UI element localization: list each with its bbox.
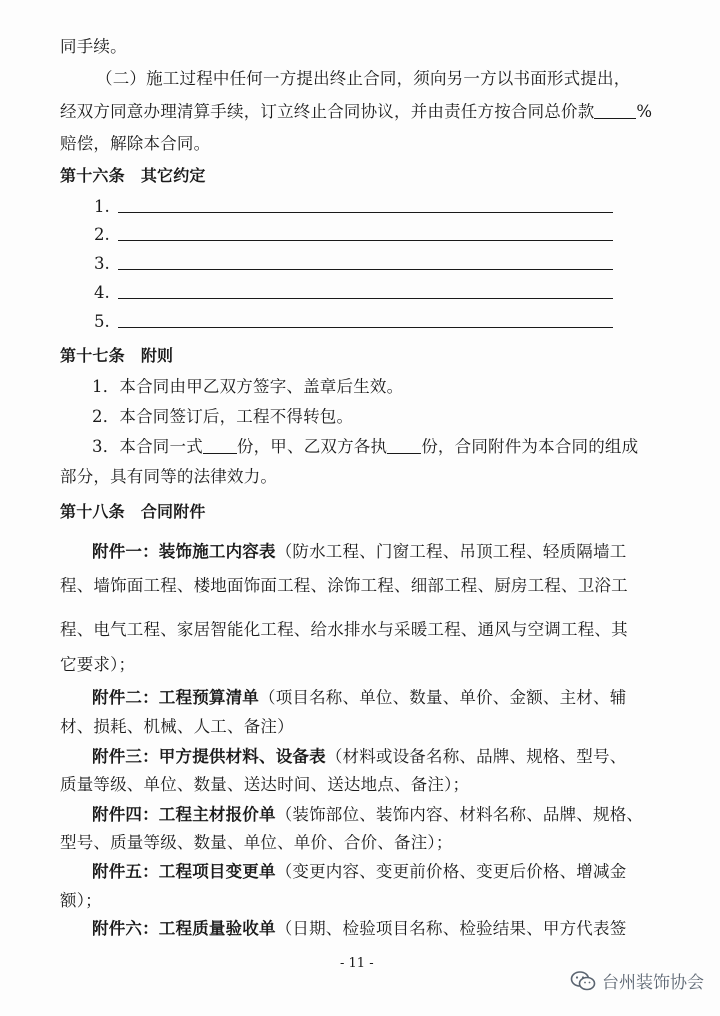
blank-item-number: 2. (94, 225, 110, 244)
article-16-number: 第十六条 (60, 166, 125, 185)
page-number: - 11 - (340, 956, 374, 971)
attachment-1-title: 附件一：装饰施工内容表 (92, 542, 276, 561)
article-17-item-1: 1．本合同由甲乙双方签字、盖章后生效。 (92, 377, 404, 396)
watermark-text: 台州装饰协会 (602, 973, 704, 993)
article-17-title: 附则 (140, 346, 174, 365)
attachment-3-line-1 (92, 746, 626, 768)
attachment-1-line-3: 程、电气工程、家居智能化工程、给水排水与采暖工程、通风与空调工程、其 (60, 620, 628, 639)
article-18-number: 第十八条 (60, 502, 125, 521)
article-17-item-3-line-2: 部分，具有同等的法律效力。 (60, 467, 278, 486)
attachment-2-line-1 (92, 687, 626, 709)
attachment-4-title: 附件四：工程主材报价单 (92, 805, 276, 824)
article-17-item-2: 2．本合同签订后，工程不得转包。 (92, 407, 354, 426)
article-16-heading (60, 165, 206, 187)
paragraph-termination-line-3: 赔偿，解除本合同。 (60, 134, 211, 153)
attachment-5-line-1 (92, 861, 626, 883)
attachment-3-title: 附件三：甲方提供材料、设备表 (92, 747, 326, 766)
copies-text-c: 份，合同附件为本合同的组成 (421, 437, 639, 456)
attachment-4-line-2: 型号、质量等级、数量、单位、单价、合价、备注）； (60, 833, 453, 852)
percent-blank (594, 102, 636, 119)
percent-sign: % (636, 102, 653, 121)
blank-line-3 (118, 269, 613, 270)
article-18-title: 合同附件 (140, 502, 206, 521)
blank-line-4 (118, 298, 613, 299)
attachment-5-title: 附件五：工程项目变更单 (92, 862, 276, 881)
article-17-heading (60, 345, 173, 367)
blank-line-5 (118, 327, 613, 328)
attachment-1-line-4: 它要求）； (60, 655, 136, 674)
attachment-2-line-2: 材、损耗、机械、人工、备注） (60, 717, 294, 736)
attachment-5-line-2: 额）； (60, 891, 102, 910)
copies-text-b: 份，甲、乙双方各执 (236, 437, 388, 456)
attachment-6-text: （日期、检验项目名称、检验结果、甲方代表签 (275, 919, 627, 938)
attachment-2-text: （项目名称、单位、数量、单价、金额、主材、辅 (259, 688, 627, 707)
blank-item-number: 1. (94, 197, 110, 216)
each-copies-blank (387, 437, 421, 454)
blank-item-number: 4. (94, 283, 110, 302)
attachment-2-title: 附件二：工程预算清单 (92, 688, 259, 707)
blank-item-number: 5. (94, 312, 110, 331)
paragraph-termination-line-1: （二）施工过程中任何一方提出终止合同，须向另一方以书面形式提出， (96, 69, 631, 88)
article-17-item-3 (92, 436, 638, 458)
blank-line-1 (118, 212, 613, 213)
attachment-4-line-1 (92, 804, 643, 826)
attachment-1-line-2: 程、墙饰面工程、楼地面饰面工程、涂饰工程、细部工程、厨房工程、卫浴工 (60, 576, 628, 595)
blank-line-2 (118, 240, 613, 241)
attachment-3-text: （材料或设备名称、品牌、规格、型号、 (325, 747, 627, 766)
attachment-6-title: 附件六：工程质量验收单 (92, 919, 276, 938)
article-17-number: 第十七条 (60, 346, 125, 365)
wechat-icon (570, 970, 596, 992)
article-16-title: 其它约定 (140, 166, 206, 185)
attachment-1-line-1 (92, 541, 626, 563)
copies-text-a: 3．本合同一式 (92, 437, 203, 456)
attachment-6-line-1 (92, 918, 626, 940)
paragraph-termination-line-2 (60, 101, 652, 123)
copies-blank (203, 437, 237, 454)
termination-text: 经双方同意办理清算手续，订立终止合同协议，并由责任方按合同总价款 (60, 102, 595, 121)
attachment-1-text: （防水工程、门窗工程、吊顶工程、轻质隔墙工 (275, 542, 627, 561)
paragraph-continuation: 同手续。 (60, 37, 127, 56)
attachment-5-text: （变更内容、变更前价格、变更后价格、增减金 (275, 862, 627, 881)
blank-item-number: 3. (94, 254, 110, 273)
attachment-4-text: （装饰部位、装饰内容、材料名称、品牌、规格、 (275, 805, 644, 824)
watermark (570, 968, 704, 993)
attachment-3-line-2: 质量等级、单位、数量、送达时间、送达地点、备注）； (60, 775, 470, 794)
article-18-heading (60, 501, 206, 523)
